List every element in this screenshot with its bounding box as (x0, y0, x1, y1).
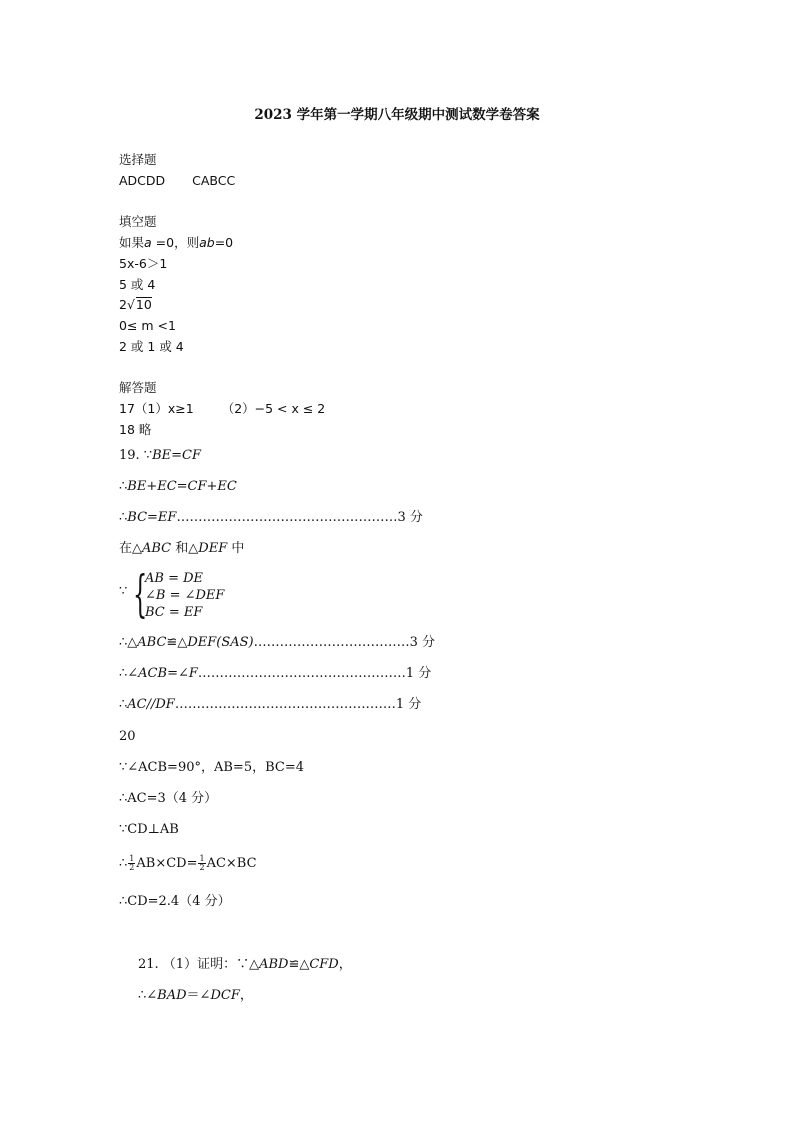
q19-l2-math: BE+EC=CF+EC (127, 479, 237, 494)
q20-line-1: ∵∠ACB=90°，AB=5，BC=4 (119, 760, 304, 775)
choice-answers-b: CABCC (192, 173, 236, 188)
q19-l5-prefix: ∴△ (119, 635, 138, 650)
q19-l4-mid: 和△ (171, 541, 199, 556)
q19-line-5 (119, 635, 435, 651)
q19-l3-math: BC=EF (127, 510, 177, 525)
fill-q1-mid: =0，则 (151, 235, 200, 250)
q19-l4-post: 中 (227, 541, 245, 556)
q21-l1-b: CFD (309, 957, 339, 972)
radical-sign: √ (126, 297, 135, 312)
q21-l1-cong: ≌△ (288, 957, 310, 972)
q19-l5-sas: (SAS) (216, 635, 254, 650)
fill-answer-6: 2 或 1 或 4 (119, 339, 184, 354)
q19-l5-score: ………………………………3 分 (253, 635, 435, 650)
answer-17-part2: （2）−5 < x ≤ 2 (221, 401, 326, 416)
q19-l1-prefix: 19. ∵ (119, 448, 153, 463)
q19-line-3 (119, 510, 423, 526)
q20-line-2: ∴AC=3（4 分） (119, 791, 218, 806)
q19-l5-a: ABC (137, 635, 167, 650)
fill-answer-4 (119, 297, 152, 313)
q19-l1-math: BE=CF (152, 448, 201, 463)
q19-l7-prefix: ∴ (119, 697, 128, 712)
system-line-1: AB = DE (145, 571, 204, 586)
q21-l2-b: DCF (210, 988, 240, 1003)
q19-l7-score: ……………………………………………1 分 (174, 697, 422, 712)
q19-l4-a: ABC (142, 541, 172, 556)
q21-line-2 (138, 988, 253, 1004)
fill-heading: 填空题 (119, 214, 157, 229)
fill-answer-2: 5x-6＞1 (119, 256, 168, 271)
q21-l1-pre: 21. （1）证明：∵△ (138, 957, 260, 972)
q20-line-3: ∵CD⊥AB (119, 822, 179, 837)
q19-l6-eq: =∠ (167, 666, 189, 681)
fraction-denominator: 2 (129, 863, 135, 872)
q21-l2-eq: ＝∠ (186, 988, 211, 1003)
q19-line-4 (119, 541, 244, 557)
q19-l5-b: DEF (187, 635, 217, 650)
left-brace-icon: { (133, 565, 148, 623)
q21-l1-post: ， (338, 957, 352, 972)
answer-17-part1: 17（1）x≥1 (119, 401, 194, 416)
solve-heading: 解答题 (119, 380, 157, 395)
q21-l1-a: ABD (259, 957, 289, 972)
choice-answers (119, 173, 235, 189)
q21-l2-pre: ∴∠ (138, 988, 158, 1003)
q19-l2-prefix: ∴ (119, 479, 128, 494)
system-line-2: ∠B = ∠DEF (145, 588, 225, 603)
choice-heading: 选择题 (119, 152, 157, 167)
fill-q4-radicand: 10 (135, 297, 152, 312)
q21-l2-post: ， (239, 988, 253, 1003)
q19-l3-prefix: ∴ (119, 510, 128, 525)
because-symbol: ∵ (119, 584, 128, 599)
q19-line-7 (119, 697, 421, 713)
system-lines (145, 570, 224, 621)
q19-l4-pre: 在△ (119, 541, 142, 556)
page-title: 2023 学年第一学期八年级期中测试数学卷答案 (254, 107, 540, 123)
fill-answer-5: 0≤ m <1 (119, 318, 176, 333)
q19-l6-math: ACB (138, 666, 168, 681)
q19-l5-cong: ≌△ (166, 635, 188, 650)
q19-l4-b: DEF (198, 541, 228, 556)
q21-line-1 (138, 957, 352, 973)
q19-l6-prefix: ∴∠ (119, 666, 139, 681)
q19-line-6 (119, 666, 431, 682)
choice-answers-a: ADCDD (119, 173, 166, 188)
q20-line-5: ∴CD=2.4（4 分） (119, 894, 231, 909)
fill-answer-3: 5 或 4 (119, 277, 156, 292)
system-line-3: BC = EF (145, 605, 203, 620)
fill-q1-pre: 如果 (119, 235, 145, 250)
fill-q1-var2: ab (199, 235, 215, 250)
q19-l6-f: F (188, 666, 198, 681)
answer-17 (119, 401, 325, 417)
fill-q1-post: =0 (214, 235, 234, 250)
q19-l3-score: ……………………………………………3 分 (176, 510, 423, 525)
q20-l4-pre: ∴ (119, 856, 128, 871)
q19-l6-score: …………………………………………1 分 (197, 666, 432, 681)
q19-l7-math: AC//DF (127, 697, 175, 712)
fraction-numerator: 1 (199, 854, 205, 863)
q20-l4-mid: AB×CD= (136, 856, 198, 871)
q20-number: 20 (119, 729, 136, 744)
q19-line-2 (119, 479, 237, 495)
q20-line-4 (119, 855, 257, 872)
fill-q4-coef: 2 (119, 297, 127, 312)
fill-q1-var: a (144, 235, 152, 250)
fraction-half-2 (198, 855, 205, 872)
q21-l2-a: BAD (157, 988, 187, 1003)
fill-answer-1 (119, 235, 233, 251)
q19-line-1 (119, 448, 201, 464)
fraction-half-1 (128, 855, 135, 872)
answer-18: 18 略 (119, 422, 152, 437)
q20-l4-post: AC×BC (206, 856, 257, 871)
fraction-denominator: 2 (199, 863, 205, 872)
fraction-numerator: 1 (129, 854, 135, 863)
